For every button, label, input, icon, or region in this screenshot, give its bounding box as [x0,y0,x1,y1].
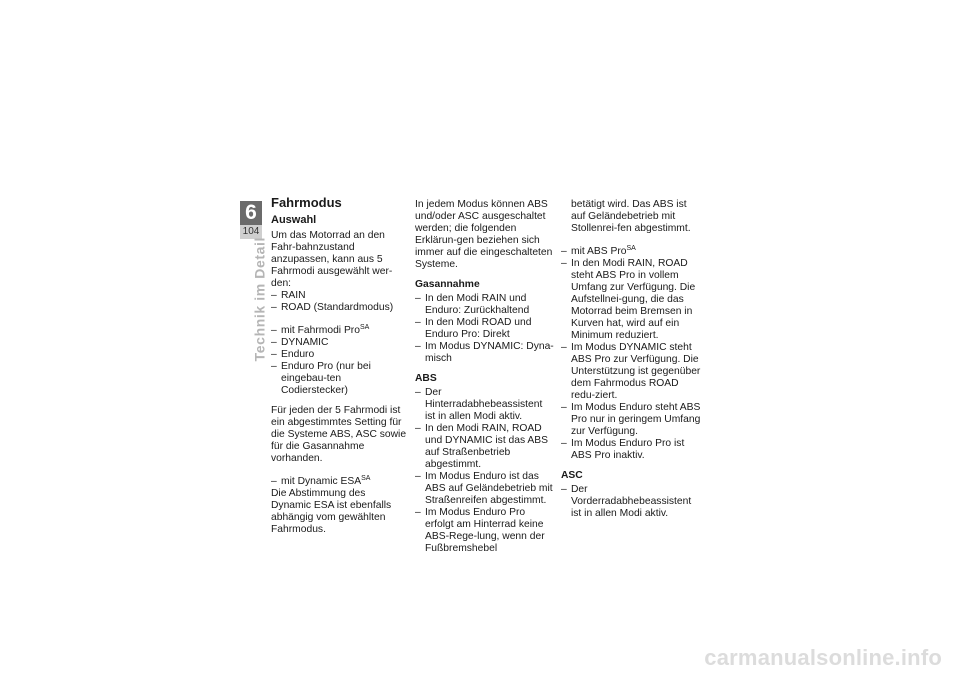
list-item: – In den Modi RAIN und Enduro: Zurückhaltend [415,293,555,317]
modes-list-a [271,290,407,314]
pro-option [271,325,407,337]
list-item: – Im Modus DYNAMIC steht ABS Pro zur Verfügung. Die Unterstützung ist gegenüber dem Fahrmodus ROAD redu-ziert. [561,342,701,402]
list-item: – RAIN [271,290,407,302]
abs-list [415,387,555,555]
abs-heading: ABS [415,373,437,384]
asc-heading: ASC [561,470,583,481]
list-item: – Der Hinterradabhebeassistent ist in allen Modi aktiv. [415,387,555,423]
list-item: – Im Modus Enduro Pro ist ABS Pro inaktiv. [561,438,701,462]
list-item: – ROAD (Standardmodus) [271,302,407,314]
list-item: – DYNAMIC [271,337,407,349]
sa-marker: SA [361,475,371,482]
list-item: – Im Modus Enduro Pro erfolgt am Hinterrad keine ABS-Rege-lung, wenn der Fußbremshebel [415,507,555,555]
asc-list [561,484,701,520]
esa-paragraph: Die Abstimmung des Dynamic ESA ist ebenfalls abhängig vom gewählten Fahrmodus. [271,488,392,535]
watermark: carmanualsonline.info [704,645,942,670]
column-1 [271,196,407,536]
esa-list [271,476,407,488]
sa-marker: SA [359,324,370,331]
list-item: – In den Modi RAIN, ROAD und DYNAMIC ist das ABS auf Straßenbetrieb abgestimmt. [415,423,555,471]
abspro-option [561,246,701,258]
sa-marker: SA [626,245,636,252]
list-item: – Im Modus Enduro ist das ABS auf Geländebetrieb mit Straßenreifen abgestimmt. [415,471,555,507]
list-item: – Enduro Pro (nur bei eingebau-ten Codierstecker) [271,361,407,397]
side-title: Technik im Detail [251,237,267,362]
page-number: 104 [240,225,262,239]
subsection-title: Auswahl [271,214,317,226]
list-item: – In den Modi RAIN, ROAD steht ABS Pro in vollem Umfang zur Verfügung. Die Aufstellnei-gung, die das Motorrad beim Bremsen in Kurven hat, wird auf ein Minimum reduziert. [561,258,701,342]
esa-label: mit Dynamic ESA [281,476,362,487]
pro-label: mit Fahrmodi Pro [281,325,360,336]
column-2 [415,199,555,555]
list-item: – Im Modus Enduro steht ABS Pro nur in geringem Umfang zur Verfügung. [561,402,701,438]
list-item: – Der Vorderradabhebeassistent ist in allen Modi aktiv. [561,484,701,520]
chapter-number: 6 [245,201,257,224]
gas-heading: Gasannahme [415,279,480,290]
abs-asc-paragraph: In jedem Modus können ABS und/oder ASC ausgeschaltet werden; die folgenden Erklärun-gen beziehen sich immer auf die eingeschalteten Systeme. [415,199,553,270]
intro-paragraph: Um das Motorrad an den Fahr-bahnzustand anzupassen, kann aus 5 Fahrmodi ausgewählt wer-den: [271,230,393,289]
section-title: Fahrmodus [271,195,342,210]
esa-option [271,476,407,488]
chapter-tab [240,201,262,239]
list-item: – Im Modus DYNAMIC: Dyna-misch [415,341,555,365]
gas-list [415,293,555,365]
list-item: – In den Modi ROAD und Enduro Pro: Direkt [415,317,555,341]
pro-list [271,325,407,397]
abs-continuation-list [561,199,701,235]
list-item-continued: betätigt wird. Das ABS ist auf Geländebetrieb mit Stollenrei-fen abgestimmt. [571,199,691,234]
abspro-label: mit ABS Pro [571,246,627,257]
list-item: – Enduro [271,349,407,361]
abspro-list [561,246,701,462]
settings-paragraph: Für jeden der 5 Fahrmodi ist ein abgestimmtes Setting für die Systeme ABS, ASC sowie für die Gasannahme vorhanden. [271,405,407,464]
column-3 [561,199,701,520]
